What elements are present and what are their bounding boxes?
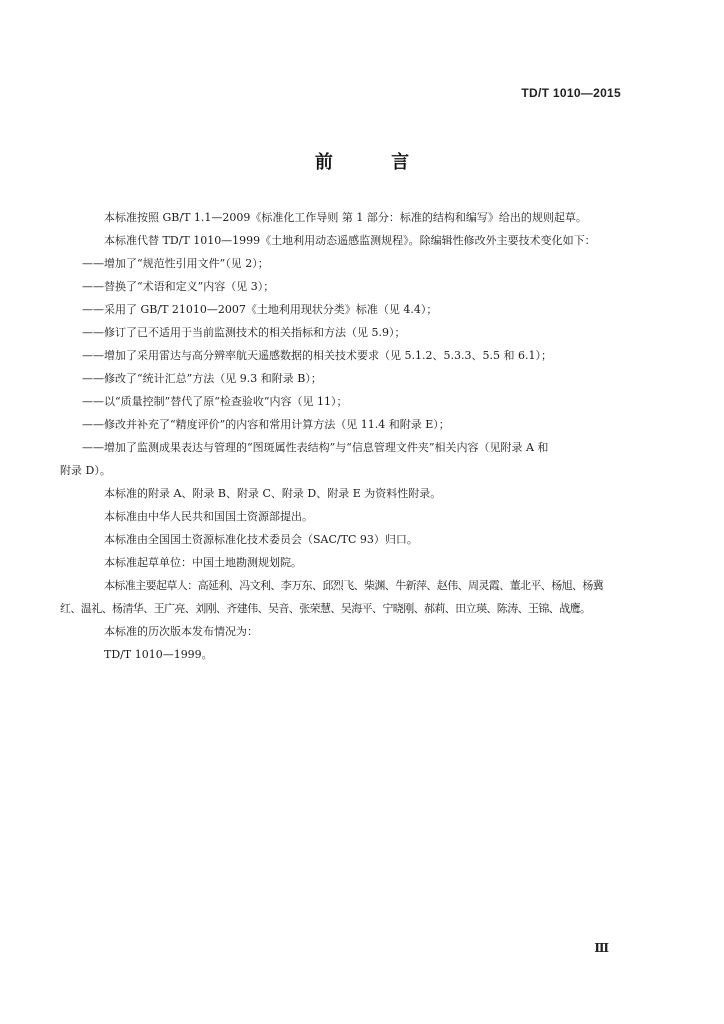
paragraph-drafting-rules: 本标准按照 GB/T 1.1—2009《标准化工作导则 第 1 部分：标准的结构和编写》给出的规则起草。 [104,211,587,224]
paragraph-replaces: 本标准代替 TD/T 1010—1999《土地利用动态遥感监测规程》。除编辑性修改外主要技术变化如下： [104,234,596,247]
paragraph-proposer: 本标准由中华人民共和国国土资源部提出。 [104,510,313,523]
page-title: 前 言 [314,152,436,173]
change-item: ——修订了已不适用于当前监测技术的相关指标和方法（见 5.9）； [82,326,406,339]
paragraph-drafters-continued: 红、温礼、杨清华、王广亮、刘刚、齐建伟、吴音、张荣慧、吴海平、宁晓刚、郝莉、田立瑛、陈涛、王锦、战鹰。 [60,602,591,615]
change-item: ——修改并补充了“精度评价”的内容和常用计算方法（见 11.4 和附录 E）； [82,418,450,431]
change-item: ——采用了 GB/T 21010—2007《土地利用现状分类》标准（见 4.4）； [82,303,438,316]
paragraph-appendices: 本标准的附录 A、附录 B、附录 C、附录 D、附录 E 为资料性附录。 [104,487,442,500]
change-item: ——增加了监测成果表达与管理的“图斑属性表结构”与“信息管理文件夹”相关内容（见附录 A 和 [82,441,549,454]
history-item: TD/T 1010—1999。 [104,648,213,661]
change-item: ——替换了“术语和定义”内容（见 3）； [82,280,275,293]
paragraph-history: 本标准的历次版本发布情况为： [104,625,258,638]
change-item: ——修改了“统计汇总”方法（见 9.3 和附录 B）； [82,372,322,385]
paragraph-technical-committee: 本标准由全国国土资源标准化技术委员会（SAC/TC 93）归口。 [104,533,418,546]
change-item: ——以“质量控制”替代了原“检查验收”内容（见 11）； [82,395,348,408]
change-item-continued: 附录 D）。 [60,464,111,477]
page-number: Ⅲ [594,941,609,955]
standard-number: TD/T 1010—2015 [521,86,621,100]
change-item: ——增加了“规范性引用文件”（见 2）； [82,257,269,270]
paragraph-drafting-unit: 本标准起草单位：中国土地勘测规划院。 [104,556,302,569]
document-body [60,206,620,666]
change-item: ——增加了采用雷达与高分辨率航天遥感数据的相关技术要求（见 5.1.2、5.3.3、5.5 和 6.1）； [82,349,552,362]
paragraph-drafters: 本标准主要起草人：高延利、冯文利、李万东、邱烈飞、柴渊、牛新萍、赵伟、周灵霞、董北平、杨旭、杨冀 [104,579,604,592]
